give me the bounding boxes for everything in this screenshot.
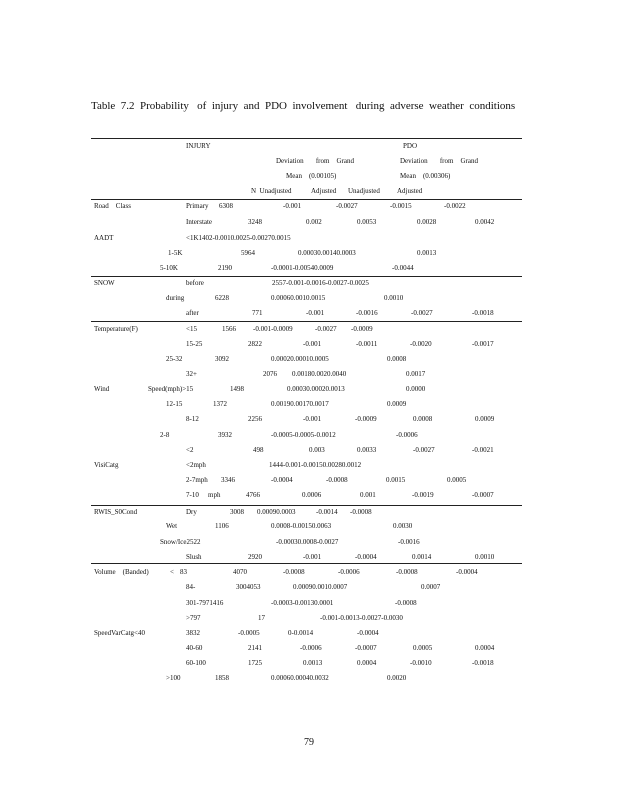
- table-cell: 0.0017: [406, 370, 426, 378]
- table-cell: 0.0004: [357, 659, 377, 667]
- table-cell: 1725: [248, 659, 262, 667]
- table-cell: 771: [252, 309, 263, 317]
- table-cell: 0-0.0014: [288, 629, 314, 637]
- table-cell: 3008: [230, 508, 244, 516]
- table-cell: -0.0022: [444, 202, 466, 210]
- table-cell: >100: [166, 674, 181, 682]
- table-cell: -0.001: [303, 415, 322, 423]
- table-cell: 1106: [215, 522, 229, 530]
- table-cell: -0.0008: [396, 568, 418, 576]
- table-cell: 25-32: [166, 355, 183, 363]
- table-cell: 0.0009: [475, 415, 495, 423]
- table-cell: 0.00190.00170.0017: [271, 400, 329, 408]
- table-cell: -0.0005-0.0005-0.0012: [271, 431, 336, 439]
- table-cell: 0.00030.00020.0013: [287, 385, 345, 393]
- table-cell: 3092: [215, 355, 229, 363]
- table-cell: -0.0008: [283, 568, 305, 576]
- table-cell: 0.0008-0.00150.0063: [271, 522, 332, 530]
- table-cell: -0.001-0.0013-0.0027-0.0030: [320, 614, 403, 622]
- table-cell: >797: [186, 614, 201, 622]
- table-cell: Road Class: [94, 202, 131, 210]
- table-cell: -0.0017: [472, 340, 494, 348]
- table-cell: Temperature(F): [94, 325, 138, 333]
- table-cell: -0.0001-0.00540.0009: [271, 264, 334, 272]
- table-cell: 0.0007: [421, 583, 441, 591]
- table-cell: 0.0053: [357, 218, 377, 226]
- header-pdo: PDO: [403, 142, 418, 150]
- table-cell: 0.00090.0010.0007: [293, 583, 348, 591]
- table-cell: -0.0006: [300, 644, 322, 652]
- table-cell: 8-12: [186, 415, 199, 423]
- table-cell: -0.0016: [398, 538, 420, 546]
- table-cell: 0.0005: [447, 476, 467, 484]
- table-cell: -0.0003-0.00130.0001: [271, 599, 334, 607]
- table-cell: 2141: [248, 644, 262, 652]
- table-cell: -0.0018: [472, 659, 494, 667]
- table-cell: 0.0033: [357, 446, 377, 454]
- header-mean-injury: Mean (0.00105): [286, 172, 337, 180]
- table-cell: 1-5K: [168, 249, 183, 257]
- table-cell: -0.0027: [413, 446, 435, 454]
- table-cell: Volume (Banded): [94, 568, 149, 576]
- table-cell: 498: [253, 446, 264, 454]
- table-cell: before: [186, 279, 204, 287]
- table-cell: 0.0009: [387, 400, 407, 408]
- table-cell: -0.0008: [350, 508, 372, 516]
- header-rule: [91, 199, 522, 200]
- table-cell: 40-60: [186, 644, 203, 652]
- table-cell: -0.001: [283, 202, 302, 210]
- section-rule: [91, 563, 522, 564]
- table-cell: -0.0008: [395, 599, 417, 607]
- table-cell: -0.001: [303, 340, 322, 348]
- table-cell: 0.0030: [393, 522, 413, 530]
- table-cell: 7-10: [186, 491, 199, 499]
- table-cell: 0.002: [306, 218, 322, 226]
- table-cell: -0.0020: [410, 340, 432, 348]
- header-adjusted-pdo: Adjusted: [397, 187, 423, 195]
- table-cell: 2076: [263, 370, 277, 378]
- section-rule: [91, 276, 522, 277]
- table-cell: Wind: [94, 385, 110, 393]
- table-cell: RWIS_S0Cond: [94, 508, 138, 516]
- table-cell: -0.0007: [355, 644, 377, 652]
- table-cell: 0.0013: [417, 249, 437, 257]
- table-cell: 1498: [230, 385, 244, 393]
- table-cell: 0.003: [309, 446, 325, 454]
- table-cell: -0.0004: [271, 476, 293, 484]
- table-cell: 17: [258, 614, 265, 622]
- table-cell: mph: [208, 491, 221, 499]
- table-cell: <15: [186, 325, 197, 333]
- table-cell: -0.001-0.0009: [253, 325, 293, 333]
- table-cell: 4766: [246, 491, 260, 499]
- table-cell: <2mph: [186, 461, 206, 469]
- table-cell: 0.0014: [412, 553, 432, 561]
- section-rule: [91, 505, 522, 506]
- table-cell: 2-8: [160, 431, 170, 439]
- table-cell: 12-15: [166, 400, 183, 408]
- table-cell: 3248: [248, 218, 262, 226]
- table-cell: 3932: [218, 431, 232, 439]
- table-cell: 1858: [215, 674, 229, 682]
- table-cell: 0.0008: [387, 355, 407, 363]
- table-cell: 2822: [248, 340, 262, 348]
- table-cell: 0.0015: [386, 476, 406, 484]
- table-cell: 1566: [222, 325, 236, 333]
- table-cell: <2: [186, 446, 194, 454]
- table-cell: -0.0027: [336, 202, 358, 210]
- page-number: 79: [304, 737, 314, 748]
- table-cell: 301-7971416: [186, 599, 224, 607]
- top-rule: [91, 138, 522, 139]
- table-cell: 2190: [218, 264, 232, 272]
- table-cell: 0.00060.0010.0015: [271, 294, 326, 302]
- table-cell: -0.0010: [410, 659, 432, 667]
- header-n-unadjusted: N Unadjusted: [251, 187, 292, 195]
- table-cell: -0.001: [303, 553, 322, 561]
- table-cell: 0.0008: [413, 415, 433, 423]
- table-cell: -0.0014: [316, 508, 338, 516]
- table-cell: 1372: [213, 400, 227, 408]
- table-cell: -0.0019: [412, 491, 434, 499]
- table-cell: 0.0042: [475, 218, 495, 226]
- table-cell: 0.0020: [387, 674, 407, 682]
- table-cell: -0.0015: [390, 202, 412, 210]
- table-cell: -0.0006: [338, 568, 360, 576]
- table-cell: 32+: [186, 370, 197, 378]
- header-deviation-injury: Deviation from Grand: [276, 157, 354, 165]
- table-cell: VisiCatg: [94, 461, 119, 469]
- section-rule: [91, 321, 522, 322]
- table-cell: -0.0021: [472, 446, 494, 454]
- table-cell: 2256: [248, 415, 262, 423]
- table-cell: 0.0013: [303, 659, 323, 667]
- table-cell: 0.0010: [384, 294, 404, 302]
- table-cell: 2-7mph: [186, 476, 208, 484]
- table-cell: -0.0007: [472, 491, 494, 499]
- table-cell: 0.0006: [302, 491, 322, 499]
- table-cell: Wet: [166, 522, 178, 530]
- table-cell: -0.00030.0008-0.0027: [276, 538, 339, 546]
- table-cell: 6308: [219, 202, 233, 210]
- table-cell: Interstate: [186, 218, 213, 226]
- table-cell: 0.0010: [475, 553, 495, 561]
- table-cell: 0.00030.00140.0003: [298, 249, 356, 257]
- table-cell: -0.0009: [351, 325, 373, 333]
- header-adjusted-injury: Adjusted: [311, 187, 337, 195]
- table-cell: Dry: [186, 508, 197, 516]
- table-cell: 3832: [186, 629, 200, 637]
- table-cell: -0.0027: [315, 325, 337, 333]
- table-cell: 0.0004: [475, 644, 495, 652]
- table-cell: -0.0018: [472, 309, 494, 317]
- header-injury: INJURY: [186, 142, 211, 150]
- table-cell: 83: [180, 568, 187, 576]
- table-cell: 2557-0.001-0.0016-0.0027-0.0025: [272, 279, 369, 287]
- table-cell: after: [186, 309, 199, 317]
- table-cell: 0.00060.00040.0032: [271, 674, 329, 682]
- table-cell: 0.00180.0020.0040: [292, 370, 347, 378]
- table-cell: AADT: [94, 234, 114, 242]
- table-cell: Primary: [186, 202, 209, 210]
- table-cell: 3004053: [236, 583, 261, 591]
- table-cell: 1444-0.001-0.00150.00280.0012: [269, 461, 362, 469]
- table-cell: 5-10K: [160, 264, 178, 272]
- table-cell: -0.0044: [392, 264, 414, 272]
- table-cell: Snow/Ice2522: [160, 538, 201, 546]
- table-cell: 3346: [221, 476, 235, 484]
- table-cell: 0.00090.0003: [257, 508, 296, 516]
- table-cell: -0.0006: [396, 431, 418, 439]
- table-cell: 84-: [186, 583, 196, 591]
- table-cell: -0.001: [306, 309, 325, 317]
- table-cell: 0.0005: [413, 644, 433, 652]
- table-cell: Speed(mph)>15: [148, 385, 194, 393]
- table-cell: Slush: [186, 553, 202, 561]
- header-deviation-pdo: Deviation from Grand: [400, 157, 478, 165]
- table-cell: -0.0009: [355, 415, 377, 423]
- table-cell: 5964: [241, 249, 255, 257]
- table-cell: -0.0004: [456, 568, 478, 576]
- table-cell: during: [166, 294, 185, 302]
- table-cell: 6228: [215, 294, 229, 302]
- table-cell: <: [170, 568, 174, 576]
- table-cell: -0.0011: [356, 340, 378, 348]
- table-cell: -0.0004: [355, 553, 377, 561]
- header-mean-pdo: Mean (0.00306): [400, 172, 451, 180]
- table-cell: 0.00020.00010.0005: [271, 355, 329, 363]
- table-cell: 15-25: [186, 340, 203, 348]
- table-cell: SpeedVarCatg<40: [94, 629, 145, 637]
- table-cell: 2920: [248, 553, 262, 561]
- header-unadjusted-pdo: Unadjusted: [348, 187, 380, 195]
- table-caption: Table 7.2 Probability of injury and PDO involvement during adverse weather conditions: [91, 100, 516, 112]
- table-cell: 0.0000: [406, 385, 426, 393]
- table-cell: <1K1402-0.0010.0025-0.00270.0015: [186, 234, 291, 242]
- table-cell: -0.0008: [326, 476, 348, 484]
- table-cell: 60-100: [186, 659, 206, 667]
- table-cell: SNOW: [94, 279, 115, 287]
- table-cell: -0.0004: [357, 629, 379, 637]
- table-cell: -0.0005: [238, 629, 260, 637]
- table-cell: 0.0028: [417, 218, 437, 226]
- table-cell: 0.001: [360, 491, 376, 499]
- table-cell: 4070: [233, 568, 247, 576]
- table-cell: -0.0016: [356, 309, 378, 317]
- table-cell: -0.0027: [411, 309, 433, 317]
